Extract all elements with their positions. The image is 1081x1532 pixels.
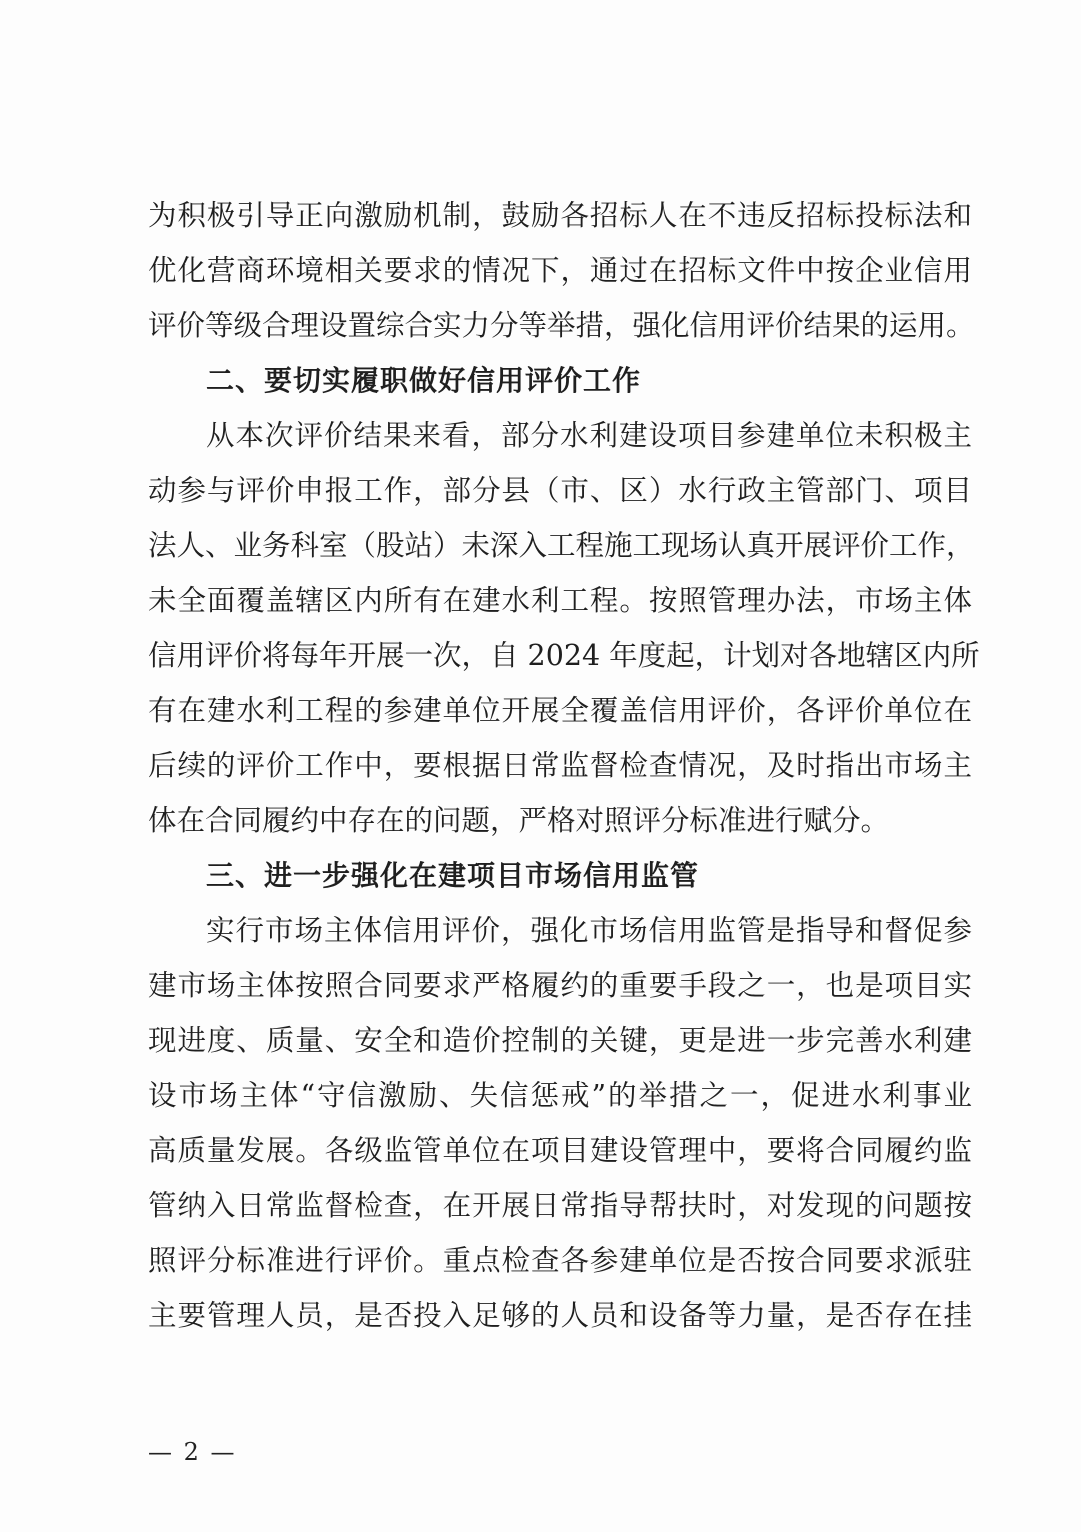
- text-line: 优化营商环境相关要求的情况下，通过在招标文件中按企业信用: [148, 254, 972, 287]
- text-line: 设市场主体“守信激励、失信惩戒”的举措之一，促进水利事业: [148, 1079, 972, 1112]
- heading-line: 三、进一步强化在建项目市场信用监管: [206, 859, 700, 892]
- text-line: 现进度、质量、安全和造价控制的关键，更是进一步完善水利建: [148, 1024, 972, 1057]
- text-line: 从本次评价结果来看，部分水利建设项目参建单位未积极主: [206, 419, 972, 452]
- text-line: 后续的评价工作中，要根据日常监督检查情况，及时指出市场主: [148, 749, 972, 782]
- text-line: 信用评价将每年开展一次，自 2024 年度起，计划对各地辖区内所: [148, 639, 980, 672]
- text-line: 实行市场主体信用评价，强化市场信用监管是指导和督促参: [206, 914, 972, 947]
- text-line: 法人、业务科室（股站）未深入工程施工现场认真开展评价工作，: [148, 529, 975, 562]
- document-body: [148, 188, 980, 1343]
- text-line: 照评分标准进行评价。重点检查各参建单位是否按合同要求派驻: [148, 1244, 972, 1277]
- paragraph: [148, 903, 972, 1343]
- page-number: — 2 —: [148, 1438, 237, 1466]
- text-line: 管纳入日常监督检查，在开展日常指导帮扶时，对发现的问题按: [148, 1189, 972, 1222]
- paragraph: [148, 188, 975, 353]
- heading-line: 二、要切实履职做好信用评价工作: [206, 364, 642, 397]
- text-line: 有在建水利工程的参建单位开展全覆盖信用评价，各评价单位在: [148, 694, 972, 727]
- text-line: 主要管理人员，是否投入足够的人员和设备等力量，是否存在挂: [148, 1299, 972, 1332]
- text-line: 高质量发展。各级监管单位在项目建设管理中，要将合同履约监: [148, 1134, 972, 1167]
- text-line: 动参与评价申报工作，部分县（市、区）水行政主管部门、项目: [148, 474, 972, 507]
- text-line: 评价等级合理设置综合实力分等举措，强化信用评价结果的运用。: [148, 309, 975, 342]
- section-heading: [148, 353, 972, 408]
- text-line: 建市场主体按照合同要求严格履约的重要手段之一，也是项目实: [148, 969, 972, 1002]
- text-line: 体在合同履约中存在的问题，严格对照评分标准进行赋分。: [148, 804, 890, 837]
- section-heading: [148, 848, 972, 903]
- text-line: 未全面覆盖辖区内所有在建水利工程。按照管理办法，市场主体: [148, 584, 972, 617]
- text-line: 为积极引导正向激励机制，鼓励各招标人在不违反招标投标法和: [148, 199, 972, 232]
- paragraph: [148, 408, 980, 848]
